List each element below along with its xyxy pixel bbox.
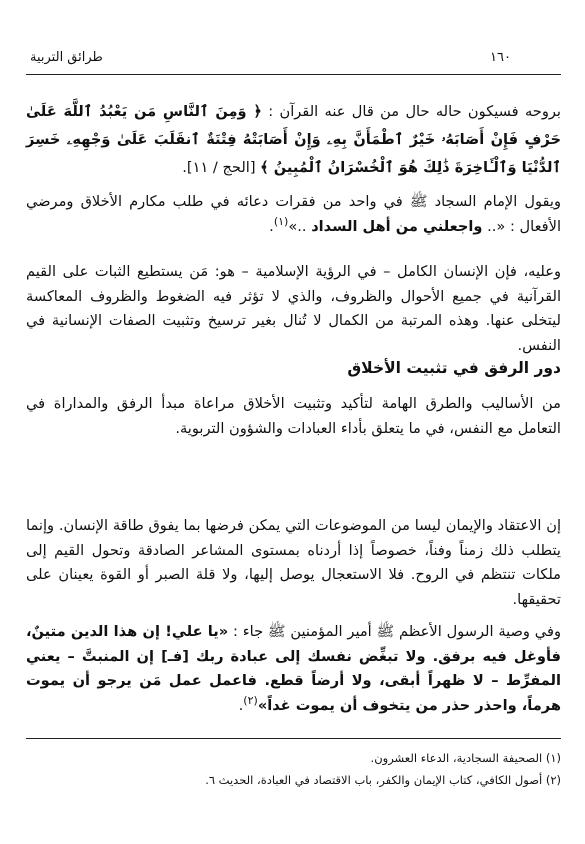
page-number: ١٦٠ <box>490 50 511 65</box>
footnote-separator <box>26 738 561 739</box>
paragraph-end: . <box>269 217 274 235</box>
dua-quote: واجعلني من أهل السداد <box>311 217 483 235</box>
paragraph-quran-quote <box>26 98 561 182</box>
footnote-ref-2[interactable]: (٢) <box>243 693 258 707</box>
section-title: دور الرفق في تثبيت الأخلاق <box>347 359 561 377</box>
paragraph-text: ويقول الإمام السجاد ﷺ في واحد من فقرات دعائه في طلب مكارم الأخلاق ومرضي الأفعال : «.. <box>26 193 561 235</box>
footnote-ref-1[interactable]: (١) <box>273 214 289 228</box>
paragraph-text: وفي وصية الرسول الأعظم ﷺ أمير المؤمنين ﷺ جاء : <box>228 623 561 640</box>
footnote-1: (١) الصحيفة السجادية، الدعاء العشرون. <box>370 751 561 765</box>
paragraph-methods: من الأساليب والطرق الهامة لتأكيد وتثبيت الأخلاق مراعاة مبدأ الرفق والمداراة في التعامل مع النفس، في ما يتعلق بأداء العبادات والشؤون التربوية. <box>26 395 561 437</box>
verse-citation: [الحج / ١١]. <box>182 159 261 176</box>
running-title: طرائق التربية <box>30 50 103 65</box>
quote-end: ..» <box>288 217 312 235</box>
paragraph-text: بروحه فسيكون حاله حال من قال عنه القرآن : <box>261 103 561 120</box>
hadith-quote: «يا علي! إن هذا الدين متينٌ، فأوغل فيه برفق. ولا تبغِّض نفسك إلى عبادة ربك [فـ] إن المنبتَّ – يعني المفرِّط – لا ظهراً أبقى، ولا أرضاً قطع. فاعمل عمل مَن يرجو أن يموت هرماً، واحذر حذر من يتخوف أن يموت غداً» <box>26 623 561 714</box>
paragraph-perfect-human: وعليه، فإن الإنسان الكامل – في الرؤية الإسلامية – هو: مَن يستطيع الثبات على القيم القرآنية في جميع الأحوال والظروف، والذي لا تؤثر فيه الضغوط والظروف المعاكسة ليتخلى عنها. وهذه المرتبة من الكمال لا تُنال بغير ترسيخ وتثبيت الصفات الإنسانية في النفس. <box>26 263 561 354</box>
quran-verse: ﴿ وَمِنَ ٱلنَّاسِ مَن يَعْبُدُ ٱللَّهَ عَلَىٰ حَرْفٍ فَإِنْ أَصَابَهُۥ خَيْرٌ ٱطْمَأَنَّ بِهِۦ وَإِنْ أَصَابَتْهُ فِتْنَةٌ ٱنقَلَبَ عَلَىٰ وَجْهِهِۦ خَسِرَ ٱلدُّنْيَا وَٱلْـَٔاخِرَةَ ذَٰلِكَ هُوَ ٱلْخُسْرَانُ ٱلْمُبِينُ ﴾ <box>26 103 561 176</box>
paragraph-prophet-advice <box>26 620 561 718</box>
paragraph-end: . <box>238 696 244 714</box>
paragraph-belief: إن الاعتقاد والإيمان ليسا من الموضوعات التي يمكن فرضها بما يفوق طاقة الإنسان. وإنما يتطلب ذلك زمناً وفناً، خصوصاً إذا أردناه بمستوى المشاعر الصادقة وتحول القيم إلى ملكات تنتظم في الروح. فلا الاستعجال يوصل إليها، ولا قلة الصبر أو القوة يعينان على تحقيقها. <box>26 517 561 608</box>
header-rule <box>26 74 561 75</box>
footnote-2: (٢) أصول الكافي، كتاب الإيمان والكفر، باب الاقتصاد في العبادة، الحديث ٦. <box>205 773 561 787</box>
paragraph-sajjad <box>26 190 561 239</box>
